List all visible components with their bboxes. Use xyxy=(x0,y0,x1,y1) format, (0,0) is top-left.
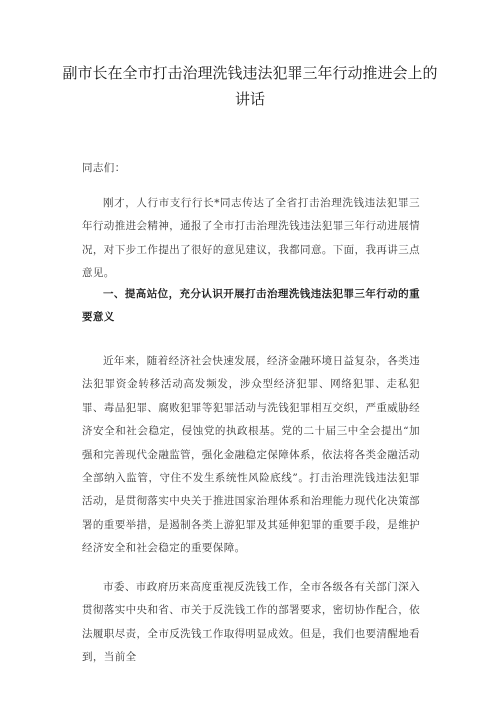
greeting: 同志们： xyxy=(82,162,126,174)
paragraph-progress: 市委、市政府历来高度重视反洗钱工作，全市各级各有关部门深入贯彻落实中央和省、市关于反洗钱工作的部署要求，密切协作配合，依法履职尽责，全市反洗钱工作取得明显成效。但是，我们也要清醒地看到，当前全 xyxy=(82,581,420,664)
document-title: 副市长在全市打击治理洗钱违法犯罪三年行动推进会上的讲话 xyxy=(62,64,438,108)
section-heading-1: 一、提高站位，充分认识开展打击治理洗钱违法犯罪三年行动的重要意义 xyxy=(82,288,420,324)
paragraph-significance: 近年来，随着经济社会快速发展，经济金融环境日益复杂，各类违法犯罪资金转移活动高发频发，涉众型经济犯罪、网络犯罪、走私犯罪、毒品犯罪、腐败犯罪等犯罪活动与洗钱犯罪相互交织，严重威胁经济安全和社会稳定，侵蚀党的执政根基。党的二十届三中全会提出“加强和完善现代金融监管，强化金融稳定保障体系，依法将各类金融活动全部纳入监管，守住不发生系统性风险底线”。打击治理洗钱违法犯罪活动，是贯彻落实中央关于推进国家治理体系和治理能力现代化决策部署的重要举措，是遏制各类上游犯罪及其延伸犯罪的重要手段，是维护经济安全和社会稳定的重要保障。 xyxy=(82,355,420,555)
paragraph-opening: 刚才，人行市支行行长*同志传达了全省打击治理洗钱违法犯罪三年行动推进会精神，通报了全市打击治理洗钱违法犯罪三年行动进展情况，对下步工作提出了很好的意见建议，我都同意。下面，我再讲三点意见。 xyxy=(82,197,420,280)
